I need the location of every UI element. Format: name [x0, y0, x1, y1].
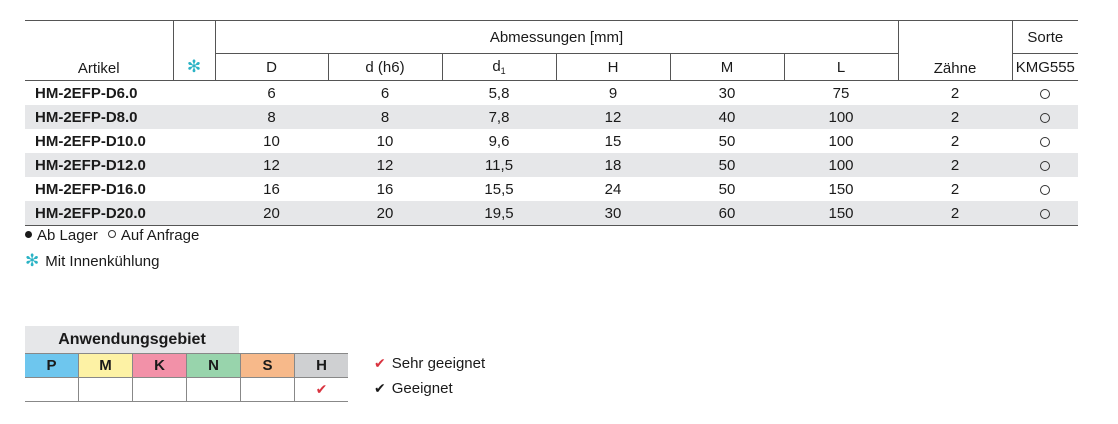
cell-L: 100 [784, 105, 898, 129]
col-header-d1-sub: 1 [500, 66, 506, 76]
rating-s [241, 378, 295, 402]
cell-d: 10 [376, 132, 394, 150]
artikel-cell: HM-2EFP-D8.0 [25, 105, 173, 129]
artikel-cell: HM-2EFP-D10.0 [35, 132, 146, 150]
artikel-cell: HM-2EFP-D6.0 [35, 84, 138, 102]
col-header-H: H [556, 54, 670, 81]
material-h: H [295, 354, 349, 378]
rating-h [295, 378, 349, 402]
open-circle-icon [1040, 137, 1050, 147]
cell-zaehne: 2 [898, 201, 1012, 226]
dimensions-group-header: Abmessungen [mm] [215, 21, 898, 54]
material-s: S [241, 354, 295, 378]
cell-D: 12 [215, 153, 328, 177]
material-m: M [79, 354, 133, 378]
cell-M: 40 [670, 105, 784, 129]
cell-availability [1012, 81, 1078, 106]
legend-stock: Ab Lager [37, 227, 98, 244]
open-circle-icon [108, 230, 116, 238]
cell-M: 50 [670, 153, 784, 177]
material-n: N [187, 354, 241, 378]
cell-d: 6 [380, 84, 390, 102]
spec-table [25, 20, 1078, 226]
open-circle-icon [1040, 89, 1050, 99]
rating-p [25, 378, 79, 402]
coolant-cell [173, 153, 215, 177]
cell-H: 9 [608, 84, 618, 102]
col-header-L: L [784, 54, 898, 81]
cell-M: 50 [718, 132, 736, 150]
very-suitable-legend [374, 355, 485, 372]
table-row [25, 129, 1078, 153]
col-header-M: M [670, 54, 784, 81]
zaehne-header: Zähne [898, 21, 1012, 81]
artikel-header: Artikel [25, 21, 173, 81]
cell-availability [1012, 105, 1078, 129]
sorte-header: Sorte [1012, 21, 1078, 54]
coolant-legend [25, 251, 160, 271]
cell-d1: 9,6 [488, 132, 510, 150]
coolant-cell [173, 177, 215, 201]
cell-availability [1012, 201, 1078, 226]
coolant-cell [173, 129, 215, 153]
cell-availability [1012, 129, 1078, 153]
cell-D: 20 [215, 201, 328, 226]
cell-availability [1012, 177, 1078, 201]
artikel-cell: HM-2EFP-D12.0 [25, 153, 173, 177]
red-check-icon: ✔ [374, 355, 386, 371]
cell-M: 50 [718, 180, 736, 198]
cell-zaehne: 2 [950, 132, 960, 150]
artikel-cell: HM-2EFP-D16.0 [35, 180, 146, 198]
application-area-table [25, 353, 348, 402]
coolant-cell [173, 81, 215, 106]
cell-L: 100 [828, 132, 854, 150]
suitable-legend [374, 380, 453, 397]
very-suitable-label: Sehr geeignet [391, 355, 486, 372]
cell-L: 100 [784, 153, 898, 177]
open-circle-icon [1040, 185, 1050, 195]
cell-D: 8 [215, 105, 328, 129]
cell-d1: 11,5 [442, 153, 556, 177]
artikel-cell: HM-2EFP-D20.0 [25, 201, 173, 226]
cell-zaehne: 2 [898, 153, 1012, 177]
cell-H: 12 [556, 105, 670, 129]
col-header-kmg555: KMG555 [1012, 54, 1078, 81]
col-header-d-h6: d (h6) [328, 54, 442, 81]
cell-H: 24 [604, 180, 622, 198]
cell-D: 10 [263, 132, 280, 150]
material-p: P [25, 354, 79, 378]
cell-zaehne: 2 [950, 84, 960, 102]
application-area-title: Anwendungsgebiet [25, 326, 239, 353]
cell-d1: 15,5 [484, 180, 514, 198]
cell-H: 15 [604, 132, 622, 150]
cell-d1: 5,8 [488, 84, 510, 102]
suitable-label: Geeignet [391, 380, 453, 397]
cell-L: 150 [784, 201, 898, 226]
cell-H: 30 [556, 201, 670, 226]
coolant-icon: ✻ [25, 251, 40, 270]
coolant-cell [173, 201, 215, 226]
cell-L: 75 [832, 84, 850, 102]
cell-H: 18 [556, 153, 670, 177]
rating-k [133, 378, 187, 402]
table-row [25, 105, 1078, 129]
table-row [25, 201, 1078, 226]
red-check-icon: ✔ [315, 381, 328, 397]
cell-d: 8 [328, 105, 442, 129]
cell-d1: 7,8 [442, 105, 556, 129]
open-circle-icon [1040, 209, 1050, 219]
coolant-icon: ✻ [173, 21, 215, 81]
open-circle-icon [1040, 161, 1050, 171]
coolant-cell [173, 105, 215, 129]
rating-m [79, 378, 133, 402]
cell-M: 30 [718, 84, 736, 102]
cell-L: 150 [828, 180, 854, 198]
material-k: K [133, 354, 187, 378]
filled-circle-icon [25, 231, 32, 238]
cell-d: 16 [376, 180, 394, 198]
cell-d: 20 [328, 201, 442, 226]
cell-d1: 19,5 [442, 201, 556, 226]
availability-legend [25, 227, 199, 244]
table-row [25, 81, 1078, 106]
open-circle-icon [1040, 113, 1050, 123]
col-header-d1-base: d [492, 58, 501, 75]
cell-zaehne: 2 [950, 180, 960, 198]
cell-M: 60 [670, 201, 784, 226]
table-row [25, 177, 1078, 201]
col-header-d1 [442, 54, 556, 81]
table-row [25, 153, 1078, 177]
legend-on-request: Auf Anfrage [120, 227, 200, 244]
cell-D: 6 [267, 84, 276, 102]
cell-availability [1012, 153, 1078, 177]
cell-d: 12 [328, 153, 442, 177]
col-header-D: D [215, 54, 328, 81]
black-check-icon: ✔ [374, 380, 386, 396]
cell-D: 16 [263, 180, 280, 198]
cell-zaehne: 2 [898, 105, 1012, 129]
rating-n [187, 378, 241, 402]
legend-coolant: Mit Innenkühlung [45, 253, 160, 270]
